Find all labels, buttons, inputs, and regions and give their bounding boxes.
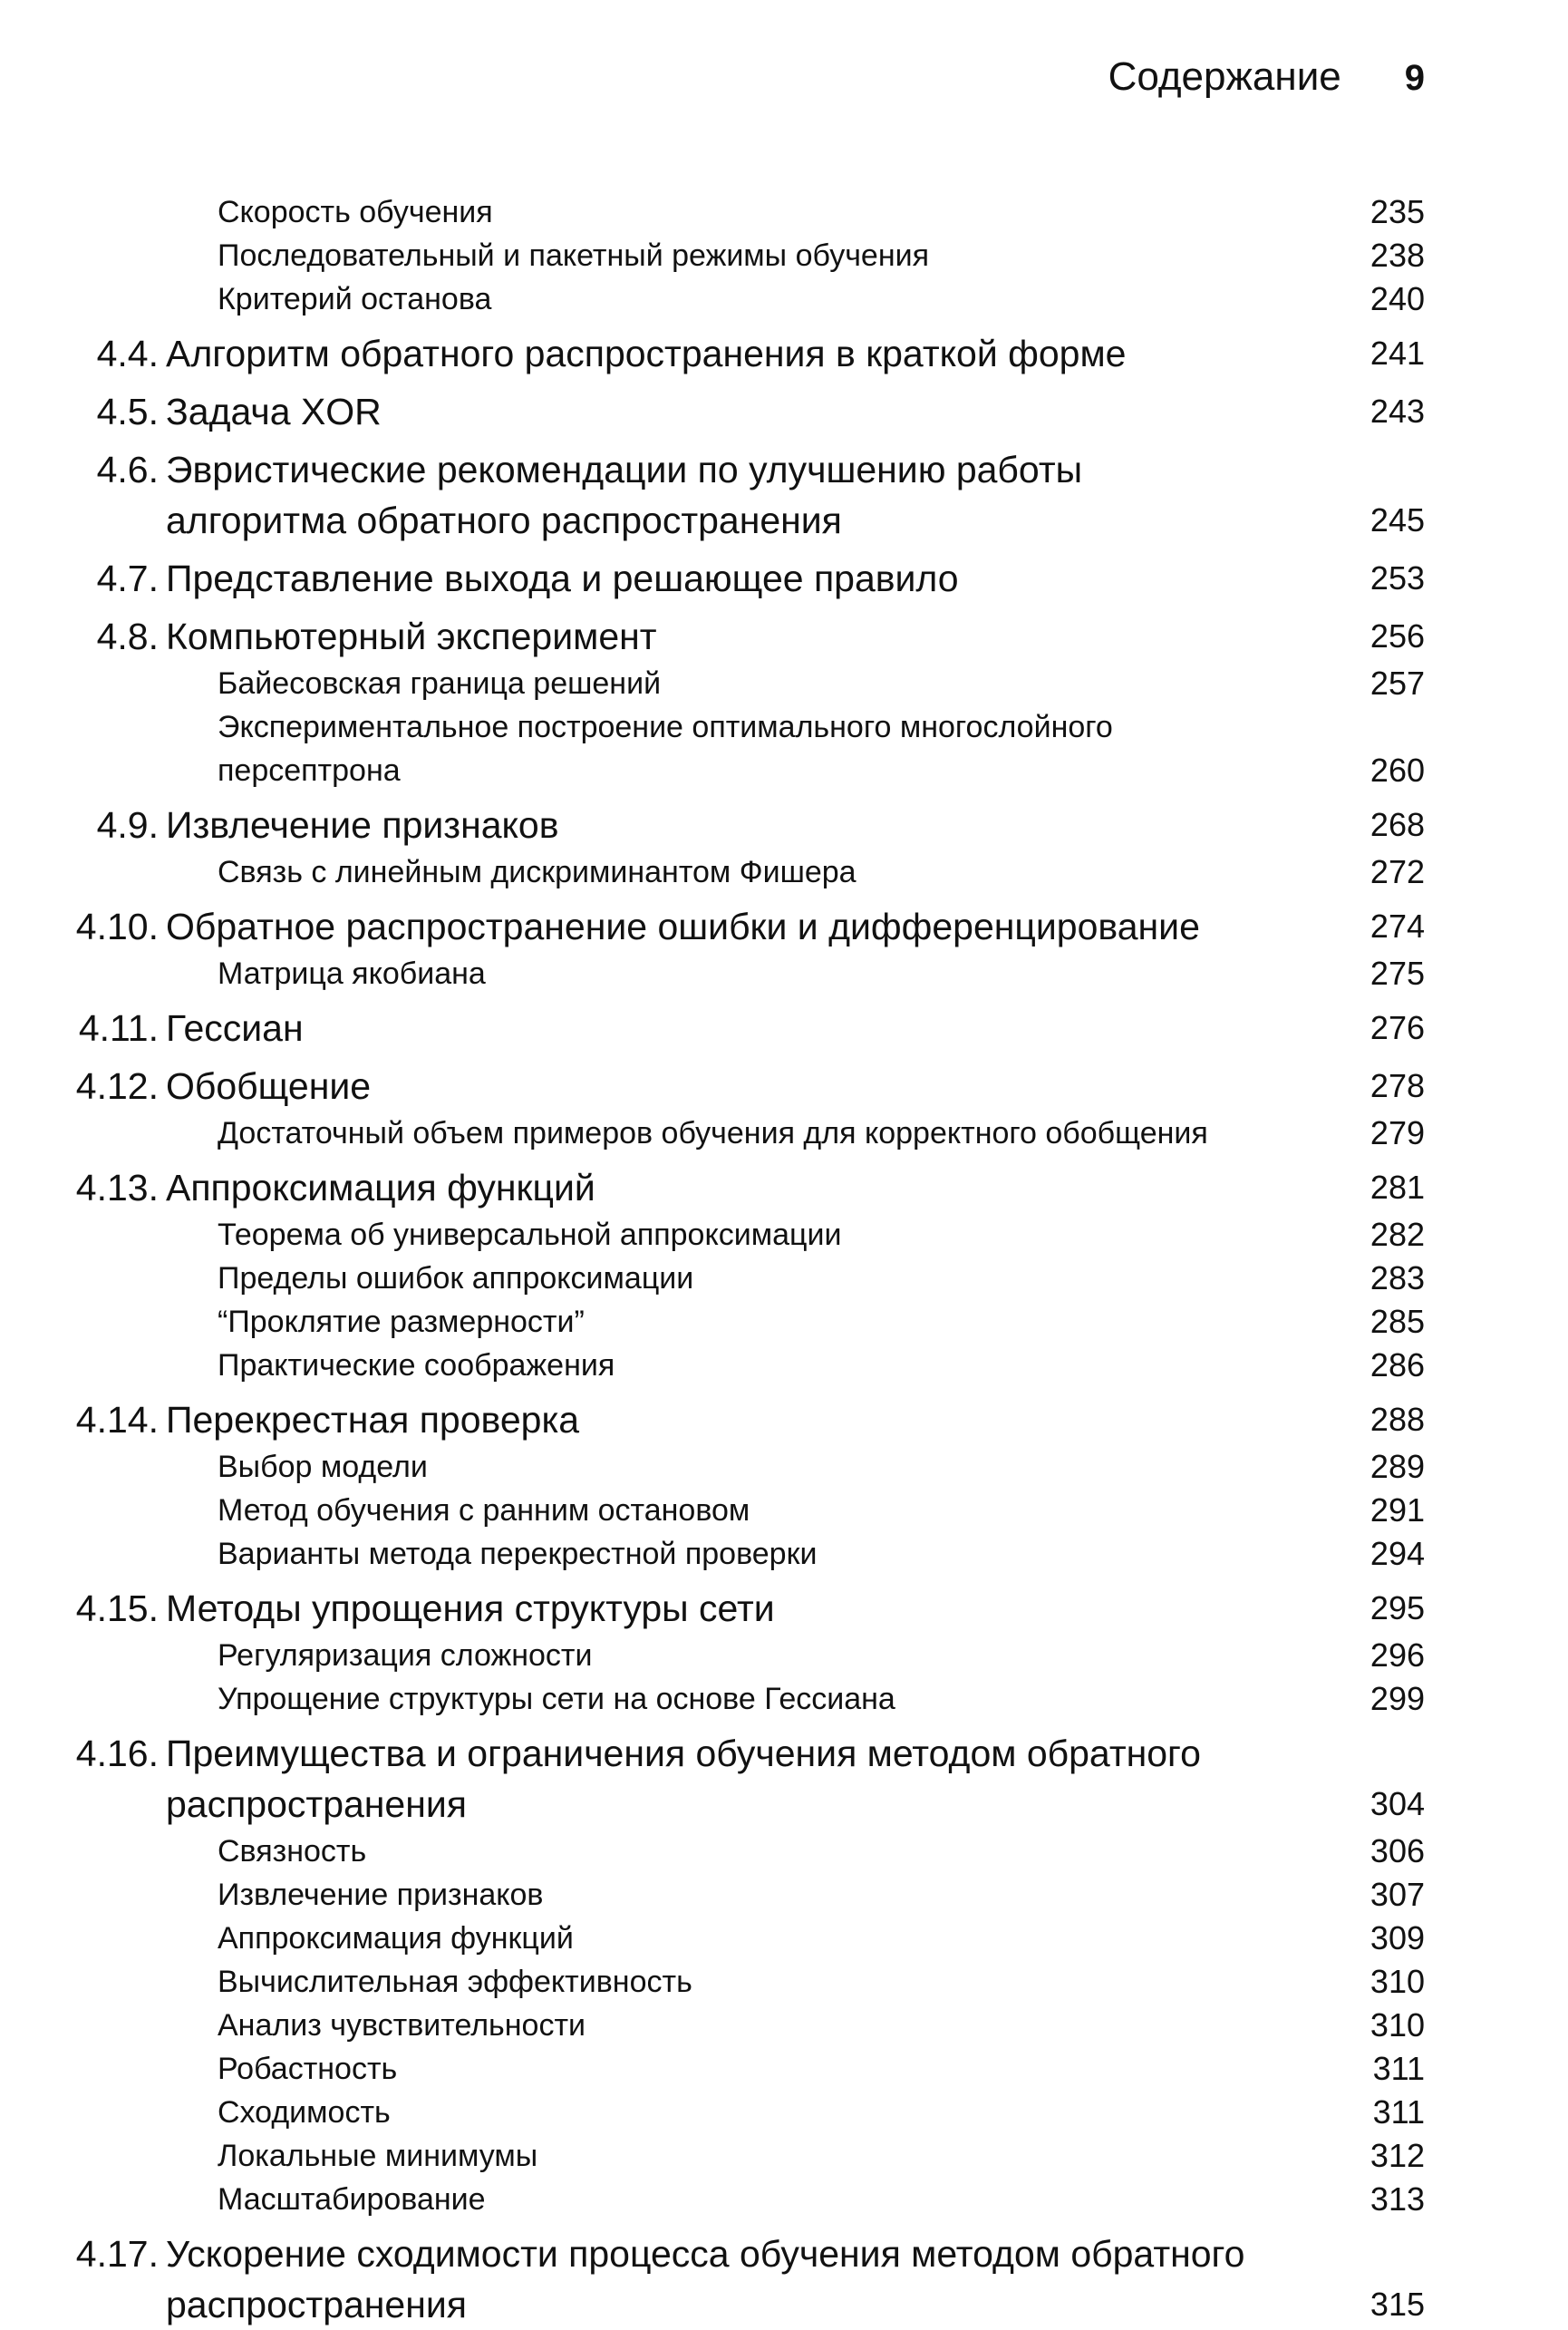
section-title: Методы упрощения структуры сети (166, 1587, 775, 1629)
toc-section (0, 894, 1568, 952)
toc-section (0, 792, 1568, 850)
section-title: Локальные минимумы (218, 2139, 538, 2173)
toc-page-number: 291 (1370, 1491, 1425, 1529)
section-title: распространения (166, 1783, 467, 1825)
section-number: 4.14. (75, 1399, 159, 1441)
section-title: Метод обучения с ранним остановом (218, 1493, 750, 1528)
toc-page-number: 299 (1370, 1680, 1425, 1717)
toc-page-number: 243 (1370, 393, 1425, 430)
toc-page-number: 282 (1370, 1216, 1425, 1253)
toc-page-number: 285 (1370, 1303, 1425, 1340)
toc-subsection (0, 705, 1568, 792)
section-title: персептрона (218, 753, 401, 788)
toc-page-number: 268 (1370, 806, 1425, 843)
section-title: Вычислительная эффективность (218, 1965, 692, 1999)
toc-subsection (0, 1344, 1568, 1387)
toc-section (0, 379, 1568, 437)
toc-subsection (0, 2004, 1568, 2047)
toc-page-number: 289 (1370, 1448, 1425, 1485)
toc-page-number: 272 (1370, 853, 1425, 890)
toc-page-number: 257 (1370, 665, 1425, 702)
toc-page-number: 313 (1370, 2180, 1425, 2218)
section-number: 4.11. (78, 1007, 159, 1049)
toc-page-number: 235 (1370, 193, 1425, 230)
toc-page-number: 295 (1370, 1589, 1425, 1626)
toc-page-number: 310 (1370, 1963, 1425, 2000)
section-number: 4.5. (96, 391, 159, 432)
toc-subsection (0, 850, 1568, 894)
toc-subsection (0, 1257, 1568, 1300)
toc-subsection (0, 1873, 1568, 1917)
toc-section (0, 321, 1568, 379)
toc-subsection (0, 1300, 1568, 1344)
section-title: Ускорение сходимости процесса обучения методом обратного (166, 2233, 1245, 2275)
section-title: Варианты метода перекрестной проверки (218, 1537, 818, 1571)
toc-subsection (0, 662, 1568, 705)
toc-page-number: 294 (1370, 1535, 1425, 1572)
section-title: Связь с линейным дискриминантом Фишера (218, 855, 857, 889)
section-title: Извлечение признаков (218, 1878, 544, 1912)
section-title: Преимущества и ограничения обучения методом обратного (166, 1733, 1201, 1774)
toc-page-number: 309 (1370, 1919, 1425, 1956)
toc-section (0, 1053, 1568, 1112)
section-number: 4.15. (75, 1587, 159, 1629)
toc-section (0, 437, 1568, 546)
toc-page-number: 307 (1370, 1876, 1425, 1913)
toc-page-number: 315 (1370, 2286, 1425, 2323)
section-number: 4.7. (96, 558, 159, 599)
section-number: 4.8. (96, 616, 159, 657)
toc-page-number: 311 (1372, 2050, 1425, 2087)
toc-subsection (0, 1830, 1568, 1873)
section-title: Обобщение (166, 1065, 372, 1107)
toc-subsection (0, 1917, 1568, 1960)
section-title: Задача XOR (166, 391, 382, 432)
section-title: Масштабирование (218, 2182, 486, 2217)
toc-page-number: 310 (1370, 2006, 1425, 2044)
section-title: Экспериментальное построение оптимального многослойного (218, 710, 1113, 744)
toc-section (0, 2221, 1568, 2330)
section-number: 4.6. (96, 449, 159, 490)
section-title: Скорость обучения (218, 195, 493, 229)
section-title: Достаточный объем примеров обучения для корректного обобщения (218, 1116, 1208, 1150)
section-title: Робастность (218, 2052, 398, 2086)
toc-subsection (0, 2091, 1568, 2134)
toc-subsection (0, 190, 1568, 234)
section-title: алгоритма обратного распространения (166, 500, 842, 541)
toc-subsection (0, 2178, 1568, 2221)
section-title: Анализ чувствительности (218, 2008, 586, 2043)
section-title: Алгоритм обратного распространения в краткой форме (166, 333, 1127, 374)
section-title: Последовательный и пакетный режимы обучения (218, 238, 930, 273)
section-title: Сходимость (218, 2095, 391, 2130)
section-title: распространения (166, 2284, 467, 2325)
toc-page-number: 304 (1370, 1785, 1425, 1822)
toc-subsection (0, 952, 1568, 995)
toc-page-number: 275 (1370, 955, 1425, 992)
toc-subsection (0, 277, 1568, 321)
toc-section (0, 604, 1568, 662)
toc-page-number: 256 (1370, 617, 1425, 655)
page-number: 9 (1404, 58, 1425, 98)
toc-page-number: 286 (1370, 1346, 1425, 1383)
section-title: Компьютерный эксперимент (166, 616, 657, 657)
section-number: 4.17. (75, 2233, 159, 2275)
toc-page-number: 274 (1370, 908, 1425, 945)
section-title: Аппроксимация функций (166, 1167, 595, 1209)
toc-page-number: 276 (1370, 1009, 1425, 1046)
section-title: Аппроксимация функций (218, 1921, 574, 1956)
toc-subsection (0, 2134, 1568, 2178)
section-title: “Проклятие размерности” (218, 1305, 585, 1339)
toc-page-number: 245 (1370, 501, 1425, 539)
running-header (1108, 54, 1425, 100)
section-title: Практические соображения (218, 1348, 615, 1383)
section-title: Регуляризация сложности (218, 1638, 593, 1673)
table-of-contents (0, 190, 1568, 2330)
section-title: Критерий останова (218, 282, 492, 316)
section-title: Выбор модели (218, 1450, 428, 1484)
toc-subsection (0, 1677, 1568, 1721)
section-title: Теорема об универсальной аппроксимации (218, 1218, 842, 1252)
toc-subsection (0, 1532, 1568, 1576)
section-number: 4.13. (75, 1167, 159, 1209)
section-title: Представление выхода и решающее правило (166, 558, 959, 599)
toc-subsection (0, 1960, 1568, 2004)
toc-subsection (0, 1489, 1568, 1532)
section-number: 4.12. (75, 1065, 159, 1107)
section-number: 4.16. (75, 1733, 159, 1774)
toc-subsection (0, 1213, 1568, 1257)
toc-page-number: 281 (1370, 1169, 1425, 1206)
toc-subsection (0, 1634, 1568, 1677)
toc-section (0, 546, 1568, 604)
toc-section (0, 1721, 1568, 1830)
section-title: Гессиан (166, 1007, 304, 1049)
section-number: 4.9. (96, 804, 159, 846)
toc-page-number: 311 (1372, 2093, 1425, 2131)
section-title: Байесовская граница решений (218, 666, 662, 701)
toc-page-number: 288 (1370, 1401, 1425, 1438)
section-title: Связность (218, 1834, 367, 1869)
toc-section (0, 995, 1568, 1053)
toc-page-number: 240 (1370, 280, 1425, 317)
running-header-title: Содержание (1108, 54, 1341, 99)
section-title: Перекрестная проверка (166, 1399, 580, 1441)
toc-page-number: 241 (1370, 335, 1425, 372)
section-number: 4.4. (96, 333, 159, 374)
toc-page-number: 253 (1370, 559, 1425, 597)
toc-subsection (0, 2047, 1568, 2091)
toc-section (0, 1387, 1568, 1445)
section-title: Упрощение структуры сети на основе Гессиана (218, 1682, 895, 1716)
toc-page-number: 278 (1370, 1067, 1425, 1104)
section-title: Матрица якобиана (218, 956, 486, 991)
toc-subsection (0, 234, 1568, 277)
toc-page-number: 279 (1370, 1114, 1425, 1151)
toc-page-number: 306 (1370, 1832, 1425, 1869)
toc-page-number: 283 (1370, 1259, 1425, 1296)
toc-subsection (0, 1445, 1568, 1489)
section-number: 4.10. (75, 906, 159, 947)
toc-section (0, 1155, 1568, 1213)
toc-page-number: 260 (1370, 752, 1425, 789)
section-title: Эвристические рекомендации по улучшению работы (166, 449, 1083, 490)
section-title: Пределы ошибок аппроксимации (218, 1261, 694, 1296)
toc-page-number: 312 (1370, 2137, 1425, 2174)
section-title: Обратное распространение ошибки и дифференцирование (166, 906, 1200, 947)
toc-page-number: 296 (1370, 1636, 1425, 1674)
section-title: Извлечение признаков (166, 804, 559, 846)
toc-section (0, 1576, 1568, 1634)
toc-subsection (0, 1112, 1568, 1155)
toc-page-number: 238 (1370, 237, 1425, 274)
